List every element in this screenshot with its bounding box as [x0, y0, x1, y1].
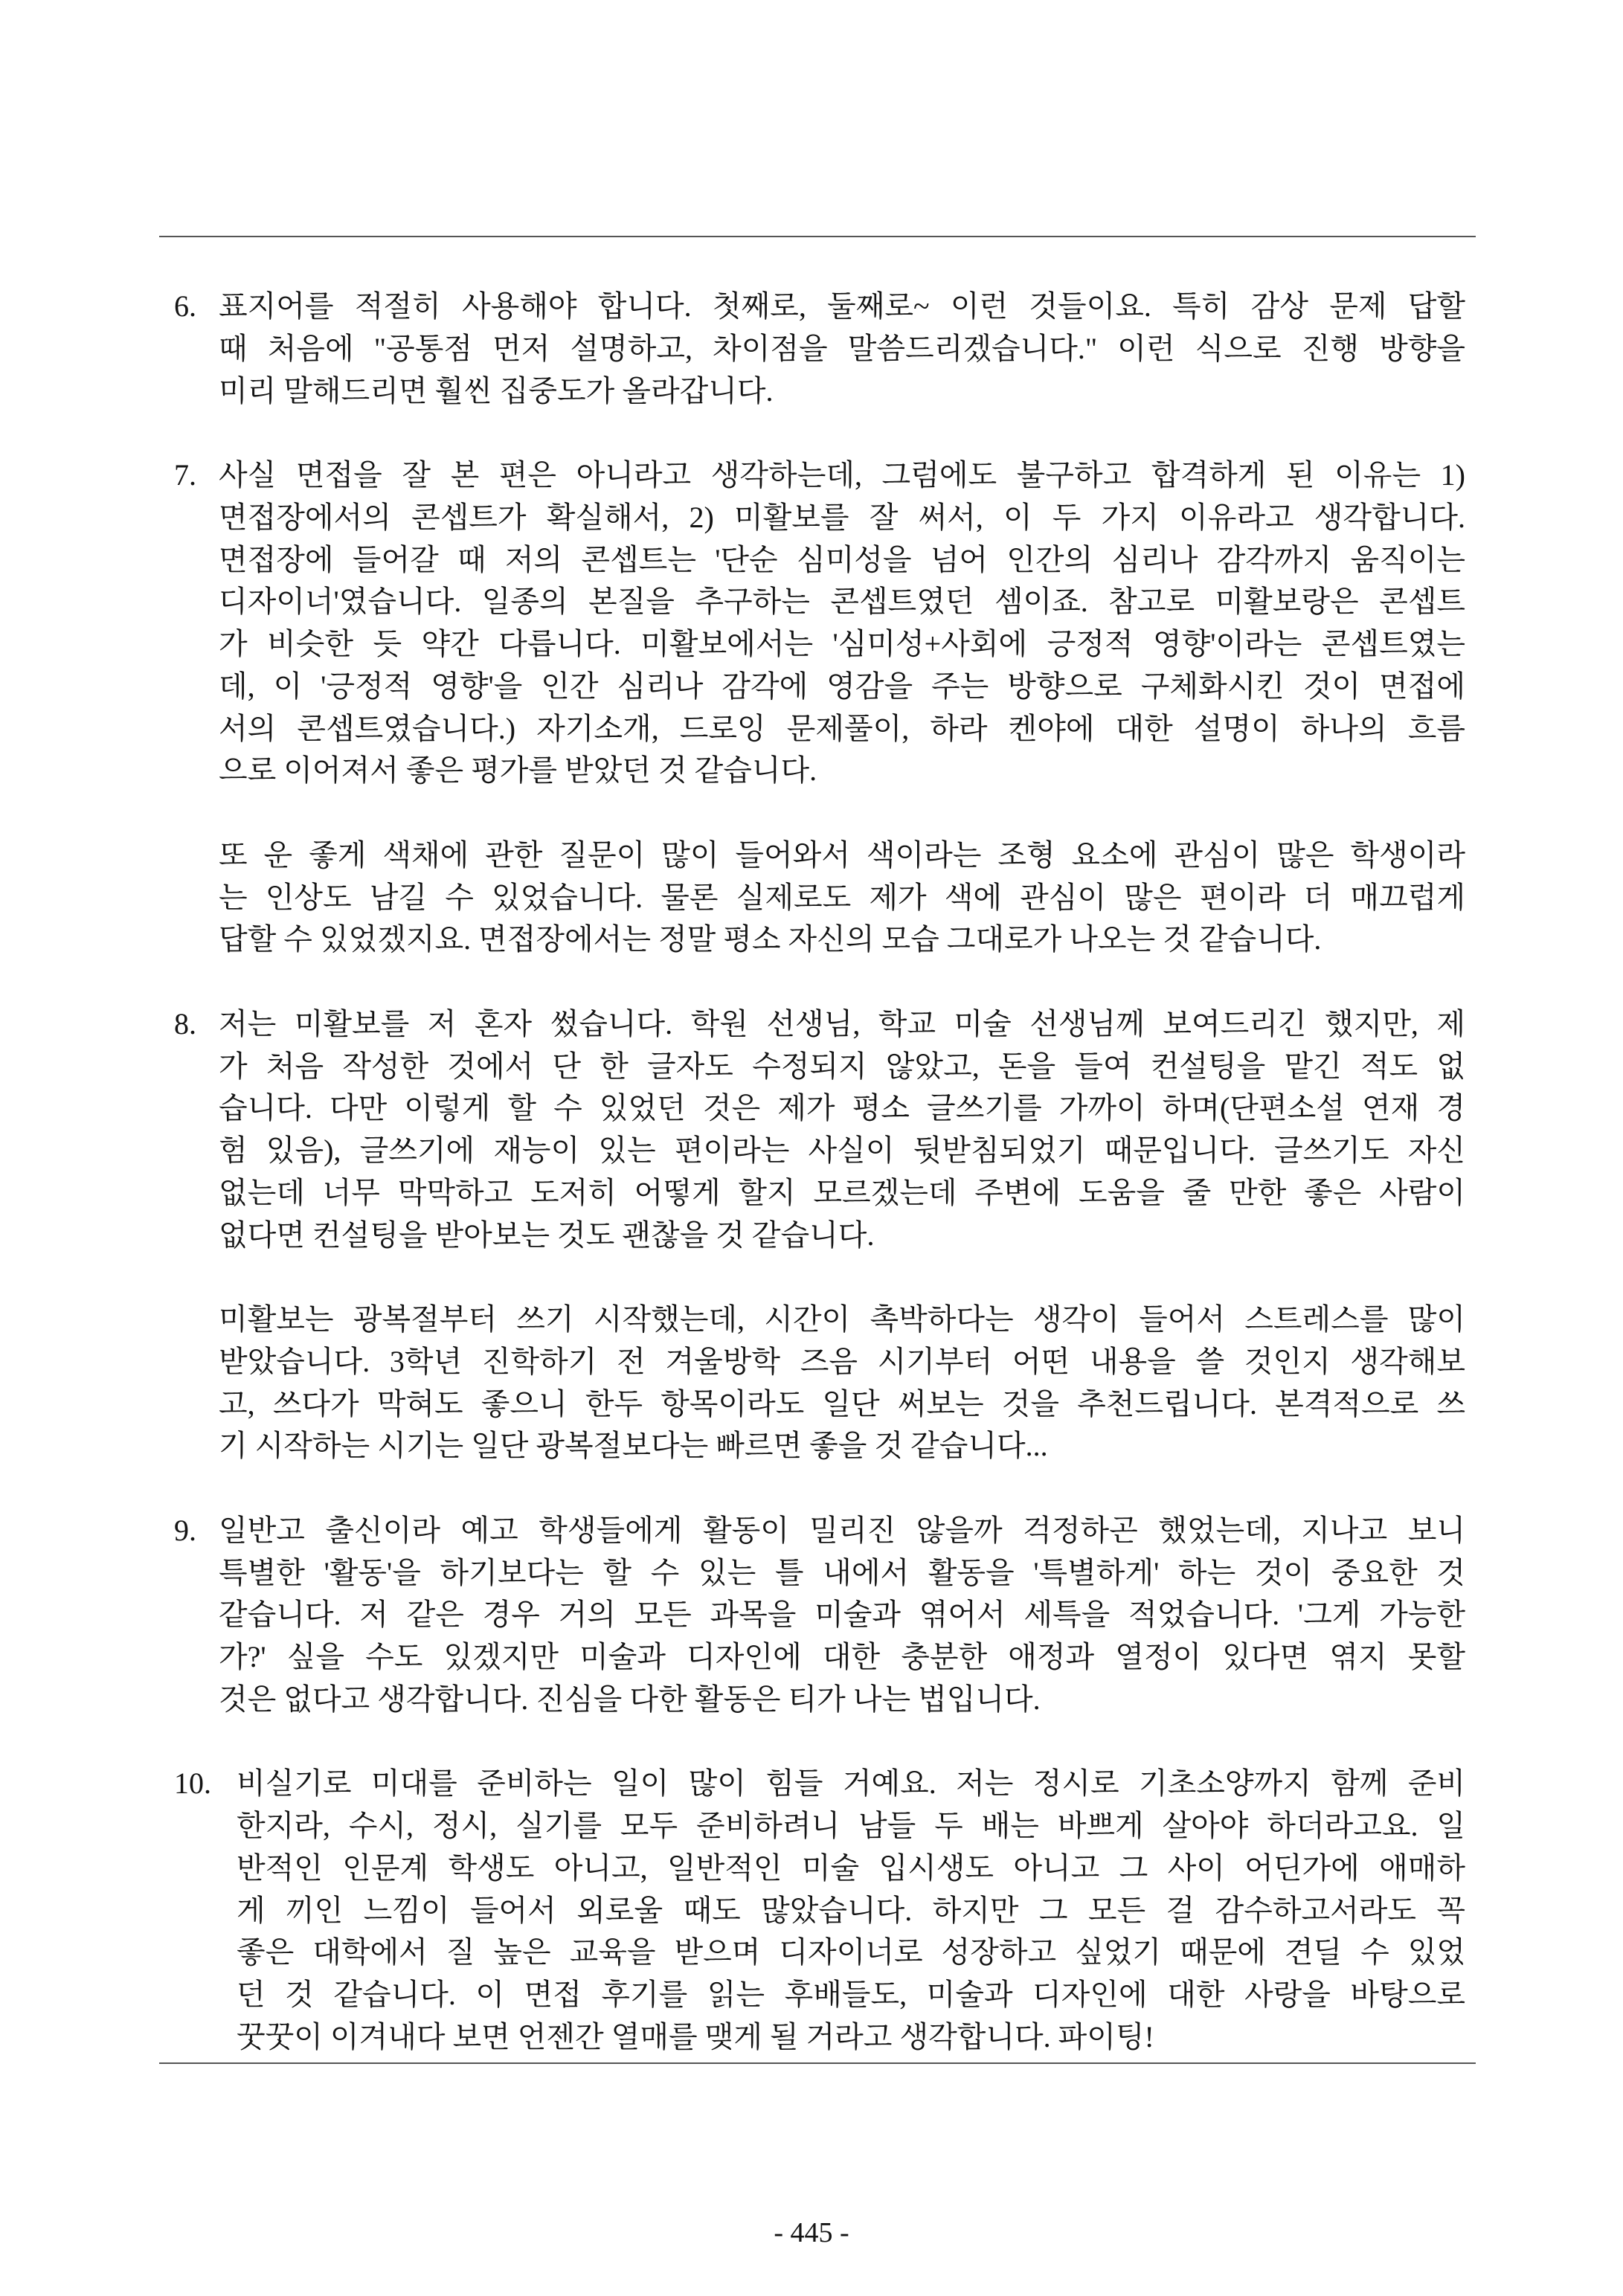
paragraph-spacer [174, 961, 1465, 1003]
text-line: 반적인 인문계 학생도 아니고, 일반적인 미술 입시생도 아니고 그 사이 어딘가에 애매하 [237, 1850, 1465, 1885]
text-line: 때 처음에 "공통점 먼저 설명하고, 차이점을 말씀드리겠습니다." 이런 식으로 진행 방향을 [219, 331, 1465, 365]
text-line: 일반고 출신이라 예고 학생들에게 활동이 밀리진 않을까 걱정하곤 했었는데, 지나고 보니 [219, 1513, 1465, 1547]
text-line: 비실기로 미대를 준비하는 일이 많이 힘들 거예요. 저는 정시로 기초소양까지 함께 준비 [237, 1766, 1465, 1801]
text-line: 또 운 좋게 색채에 관한 질문이 많이 들어와서 색이라는 조형 요소에 관심이 많은 학생이라 [219, 837, 1465, 872]
item-number: 6. [174, 289, 196, 323]
list-item-10 [174, 1763, 1465, 2058]
text-line: 디자이너'였습니다. 일종의 본질을 추구하는 콘셉트였던 셈이죠. 참고로 미활보랑은 콘셉트 [219, 585, 1465, 619]
text-line: 고, 쓰다가 막혀도 좋으니 한두 항목이라도 일단 써보는 것을 추천드립니다. 본격적으로 쓰 [219, 1386, 1465, 1421]
item-number: 7. [174, 458, 196, 492]
paragraph-spacer [219, 792, 1465, 835]
text-line: 습니다. 다만 이렇게 할 수 있었던 것은 제가 평소 글쓰기를 가까이 하며(단편소설 연재 경 [219, 1091, 1465, 1125]
page-number: - 445 - [774, 2217, 849, 2248]
paragraph [219, 1299, 1465, 1467]
paragraph-spacer [219, 1256, 1465, 1299]
text-line: 표지어를 적절히 사용해야 합니다. 첫째로, 둘째로~ 이런 것들이요. 특히 감상 문제 답할 [219, 289, 1465, 323]
paragraph [219, 454, 1465, 792]
text-line: 없는데 너무 막막하고 도저히 어떻게 할지 모르겠는데 주변에 도움을 줄 만한 좋은 사람이 [219, 1175, 1465, 1209]
text-line: 험 있음), 글쓰기에 재능이 있는 편이라는 사실이 뒷받침되었기 때문입니다. 글쓰기도 자신 [219, 1133, 1465, 1167]
paragraph [237, 1763, 1465, 2058]
text-line: 사실 면접을 잘 본 편은 아니라고 생각하는데, 그럼에도 불구하고 합격하게 된 이유는 1) [219, 458, 1465, 492]
text-line: 답할 수 있었겠지요. 면접장에서는 정말 평소 자신의 모습 그대로가 나오는 것 같습니다. [219, 922, 1322, 956]
paragraph-spacer [174, 1467, 1465, 1510]
header-rule [159, 236, 1476, 237]
text-line: 서의 콘셉트였습니다.) 자기소개, 드로잉 문제풀이, 하라 켄야에 대한 설명이 하나의 흐름 [219, 711, 1465, 745]
paragraph [219, 1510, 1465, 1721]
text-line: 미리 말해드리면 훨씬 집중도가 올라갑니다. [219, 373, 774, 408]
text-line: 던 것 같습니다. 이 면접 후기를 읽는 후배들도, 미술과 디자인에 대한 사랑을 바탕으로 [237, 1978, 1465, 2011]
text-line: 면접장에서의 콘셉트가 확실해서, 2) 미활보를 잘 써서, 이 두 가지 이유라고 생각합니다. [219, 500, 1465, 534]
text-line: 저는 미활보를 저 혼자 썼습니다. 학원 선생님, 학교 미술 선생님께 보여드리긴 했지만, 제 [219, 1006, 1465, 1041]
text-line: 없다면 컨설팅을 받아보는 것도 괜찮을 것 같습니다. [219, 1218, 875, 1252]
list-item-7 [174, 454, 1465, 961]
text-line: 좋은 대학에서 질 높은 교육을 받으며 디자이너로 성장하고 싶었기 때문에 견딜 수 있었 [237, 1935, 1465, 1969]
text-line: 꿋꿋이 이겨내다 보면 언젠간 열매를 맺게 될 거라고 생각합니다. 파이팅! [237, 2019, 1154, 2054]
text-line: 가 처음 작성한 것에서 단 한 글자도 수정되지 않았고, 돈을 들여 컨설팅을 맡긴 적도 없 [219, 1049, 1465, 1083]
text-line: 한지라, 수시, 정시, 실기를 모두 준비하려니 남들 두 배는 바쁘게 살아야 하더라고요. 일 [237, 1809, 1465, 1842]
text-line: 미활보는 광복절부터 쓰기 시작했는데, 시간이 촉박하다는 생각이 들어서 스트레스를 많이 [219, 1302, 1465, 1336]
document-body [174, 286, 1465, 2059]
text-line: 는 인상도 남길 수 있었습니다. 물론 실제로도 제가 색에 관심이 많은 편이라 더 매끄럽게 [219, 880, 1465, 914]
paragraph [219, 286, 1465, 412]
text-line: 기 시작하는 시기는 일단 광복절보다는 빠르면 좋을 것 같습니다... [219, 1429, 1048, 1463]
paragraph-spacer [174, 1721, 1465, 1763]
text-line: 같습니다. 저 같은 경우 거의 모든 과목을 미술과 엮어서 세특을 적었습니다. '그게 가능한 [219, 1598, 1465, 1632]
text-line: 으로 이어져서 좋은 평가를 받았던 것 같습니다. [219, 753, 817, 788]
list-item-9 [174, 1510, 1465, 1721]
text-line: 가 비슷한 듯 약간 다릅니다. 미활보에서는 '심미성+사회에 긍정적 영향'이라는 콘셉트였는 [219, 627, 1465, 660]
text-line: 면접장에 들어갈 때 저의 콘셉트는 '단순 심미성을 넘어 인간의 심리나 감각까지 움직이는 [219, 542, 1465, 576]
paragraph-spacer [174, 412, 1465, 454]
list-item-6 [174, 286, 1465, 412]
text-line: 가?' 싶을 수도 있겠지만 미술과 디자인에 대한 충분한 애정과 열정이 있다면 엮지 못할 [219, 1640, 1465, 1673]
item-number: 8. [174, 1006, 196, 1041]
text-line: 게 끼인 느낌이 들어서 외로울 때도 많았습니다. 하지만 그 모든 걸 감수하고서라도 꼭 [237, 1893, 1465, 1927]
text-line: 데, 이 '긍정적 영향'을 인간 심리나 감각에 영감을 주는 방향으로 구체화시킨 것이 면접에 [219, 669, 1465, 703]
text-line: 특별한 '활동'을 하기보다는 할 수 있는 틀 내에서 활동을 '특별하게' 하는 것이 중요한 것 [219, 1555, 1465, 1589]
text-line: 것은 없다고 생각합니다. 진심을 다한 활동은 티가 나는 법입니다. [219, 1682, 1041, 1716]
text-line: 받았습니다. 3학년 진학하기 전 겨울방학 즈음 시기부터 어떤 내용을 쓸 것인지 생각해보 [219, 1344, 1465, 1378]
footer-rule [159, 2062, 1476, 2064]
list-item-8 [174, 1003, 1465, 1467]
item-number: 10. [174, 1766, 211, 1801]
paragraph [219, 835, 1465, 961]
item-number: 9. [174, 1513, 196, 1547]
paragraph [219, 1003, 1465, 1257]
